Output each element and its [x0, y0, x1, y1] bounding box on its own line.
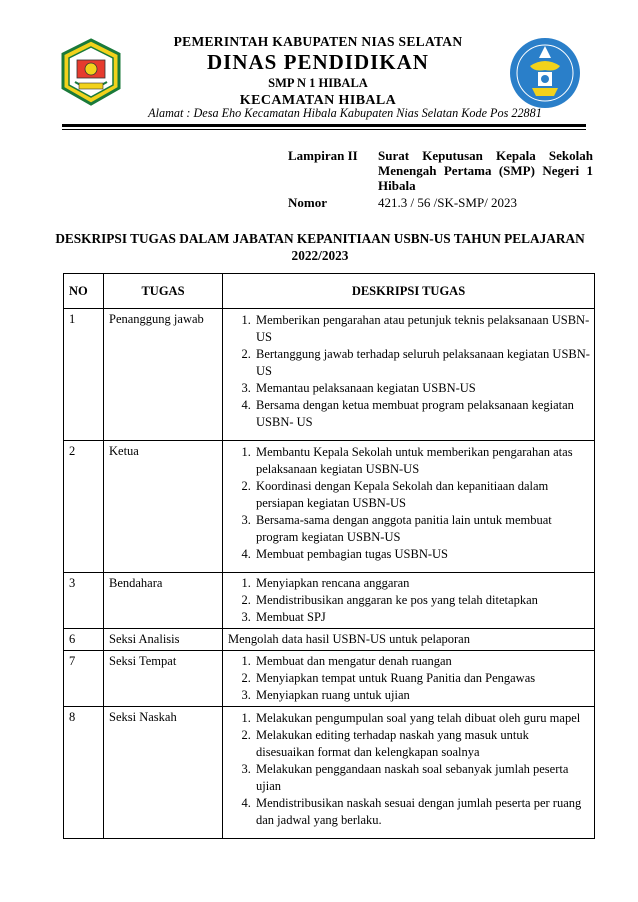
duty-list — [228, 575, 590, 626]
row-no: 3 — [64, 573, 104, 629]
row-no: 8 — [64, 707, 104, 839]
list-item: 2. Koordinasi dengan Kepala Sekolah dan kepanitiaan dalam persiapan kegiatan USBN-US — [254, 478, 590, 512]
duty-list — [228, 312, 590, 431]
table-row — [64, 707, 595, 839]
attachment-info — [288, 148, 593, 210]
row-no: 1 — [64, 309, 104, 441]
tut-wuri-handayani-logo — [508, 36, 582, 110]
list-item: 3. Menyiapkan ruang untuk ujian — [254, 687, 590, 704]
attachment-row — [288, 148, 593, 193]
list-item: 1. Melakukan pengumpulan soal yang telah dibuat oleh guru mapel — [254, 710, 590, 727]
letterhead-divider-thick — [62, 124, 586, 127]
row-tugas: Ketua — [104, 441, 223, 573]
list-item: 3. Melakukan penggandaan naskah soal sebanyak jumlah peserta ujian — [254, 761, 590, 795]
list-item: 3. Memantau pelaksanaan kegiatan USBN-US — [254, 380, 590, 397]
list-item: 1. Menyiapkan rencana anggaran — [254, 575, 590, 592]
row-deskripsi — [223, 651, 595, 707]
header-tugas: TUGAS — [104, 274, 223, 309]
task-description-table — [63, 273, 595, 839]
table-row — [64, 651, 595, 707]
table-row — [64, 629, 595, 651]
row-tugas: Seksi Tempat — [104, 651, 223, 707]
number-label: Nomor — [288, 195, 327, 210]
list-item: 2. Melakukan editing terhadap naskah yang masuk untuk disesuaikan format dan kelengkapan soalnya — [254, 727, 590, 761]
row-no: 6 — [64, 629, 104, 651]
letterhead-department: DINAS PENDIDIKAN — [207, 50, 429, 74]
row-deskripsi — [223, 441, 595, 573]
list-item: 3. Bersama-sama dengan anggota panitia lain untuk membuat program kegiatan USBN-US — [254, 512, 590, 546]
document-title-line2: 2022/2023 — [291, 248, 349, 263]
attachment-label: Lampiran II — [288, 148, 358, 163]
header-deskripsi: DESKRIPSI TUGAS — [223, 274, 595, 309]
row-tugas: Bendahara — [104, 573, 223, 629]
duty-list — [228, 444, 590, 563]
letterhead-school: SMP N 1 HIBALA — [268, 76, 368, 90]
row-tugas: Seksi Naskah — [104, 707, 223, 839]
list-item: 1. Membuat dan mengatur denah ruangan — [254, 653, 590, 670]
table-header-row — [64, 274, 595, 309]
letterhead-divider-thin — [62, 129, 586, 130]
list-item: 2. Menyiapkan tempat untuk Ruang Panitia dan Pengawas — [254, 670, 590, 687]
list-item: 1. Membantu Kepala Sekolah untuk memberikan pengarahan atas pelaksanaan kegiatan USBN-US — [254, 444, 590, 478]
number-value: 421.3 / 56 /SK-SMP/ 2023 — [378, 195, 518, 210]
row-deskripsi — [223, 309, 595, 441]
document-title — [40, 230, 600, 264]
table-row — [64, 573, 595, 629]
list-item: 4. Mendistribusikan naskah sesuai dengan jumlah peserta per ruang dan jadwal yang berlaku. — [254, 795, 590, 829]
table-row — [64, 309, 595, 441]
letterhead — [140, 34, 496, 109]
duty-list — [228, 653, 590, 704]
table-row — [64, 441, 595, 573]
list-item: 4. Membuat pembagian tugas USBN-US — [254, 546, 590, 563]
number-row — [288, 195, 593, 210]
row-deskripsi — [223, 707, 595, 839]
address-line: Alamat : Desa Eho Kecamatan Hibala Kabupaten Nias Selatan Kode Pos 22881 — [148, 106, 542, 120]
row-no: 7 — [64, 651, 104, 707]
list-item: 3. Membuat SPJ — [254, 609, 590, 626]
list-item: 4. Bersama dengan ketua membuat program pelaksanaan kegiatan USBN- US — [254, 397, 590, 431]
header-no: NO — [64, 274, 104, 309]
list-item: 2. Mendistribusikan anggaran ke pos yang telah ditetapkan — [254, 592, 590, 609]
row-deskripsi: Mengolah data hasil USBN-US untuk pelaporan — [223, 629, 595, 651]
letterhead-government: PEMERINTAH KABUPATEN NIAS SELATAN — [173, 34, 463, 49]
document-title-line1: DESKRIPSI TUGAS DALAM JABATAN KEPANITIAAN USBN-US TAHUN PELAJARAN — [55, 231, 585, 246]
row-no: 2 — [64, 441, 104, 573]
letterhead-district: KECAMATAN HIBALA — [239, 93, 397, 108]
row-deskripsi — [223, 573, 595, 629]
kabupaten-emblem-logo — [57, 38, 125, 106]
row-tugas: Penanggung jawab — [104, 309, 223, 441]
duty-list — [228, 710, 590, 829]
row-tugas: Seksi Analisis — [104, 629, 223, 651]
list-item: 2. Bertanggung jawab terhadap seluruh pelaksanaan kegiatan USBN-US — [254, 346, 590, 380]
list-item: 1. Memberikan pengarahan atau petunjuk teknis pelaksanaan USBN-US — [254, 312, 590, 346]
attachment-value: Surat Keputusan Kepala Sekolah Menengah Pertama (SMP) Negeri 1 Hibala — [378, 148, 593, 193]
